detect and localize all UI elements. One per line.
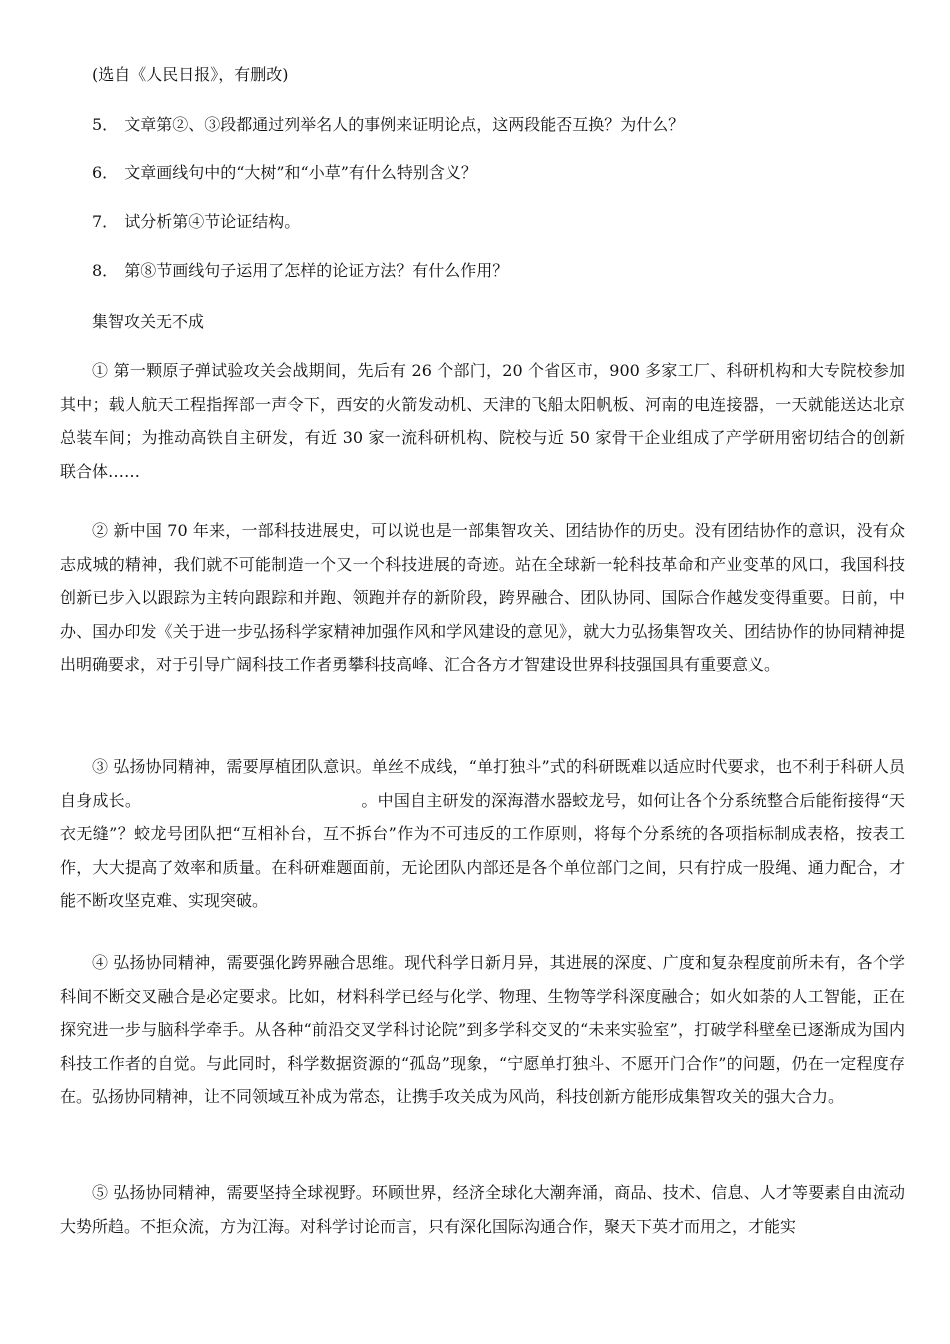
paragraph-2: ② 新中国 70 年来，一部科技进展史，可以说也是一部集智攻关、团结协作的历史。没有团结协作的意识，没有众志成城的精神，我们就不可能制造一个又一个科技进展的奇迹。站在全球新一轮科技革命和产业变革的风口，我国科技创新已步入以跟踪为主转向跟踪和并跑、领跑并存的新阶段，跨界融合、团队协同、国际合作越发变得重要。日前，中办、国办印发《关于进一步弘扬科学家精神加强作风和学风建设的意见》，就大力弘扬集智攻关、团结协作的协同精神提出明确要求，对于引导广阔科技工作者勇攀科技高峰、汇合各方才智建设世界科技强国具有重要意义。 xyxy=(60,521,905,674)
question-text: 试分析第④节论证结构。 xyxy=(124,212,301,231)
paragraph-1: ① 第一颗原子弹试验攻关会战期间，先后有 26 个部门，20 个省区市，900 多家工厂、科研机构和大专院校参加其中；载人航天工程指挥部一声令下，西安的火箭发动机、天津的飞船太阳帆板、河南的电连接器，一天就能送达北京总装车间；为推动高铁自主研发，有近 30 家一流科研机构、院校与近 50 家骨干企业组成了产学研用密切结合的创新联合体…… xyxy=(60,361,905,481)
question-5 xyxy=(92,114,684,136)
question-number: 7． xyxy=(92,212,119,231)
question-8 xyxy=(92,260,508,282)
paragraph-3 xyxy=(60,750,905,918)
paragraph-3-part-2: 。中国自主研发的深海潜水器蛟龙号，如何让各个分系统整合后能衔接得“天衣无缝”？蛟龙号团队把“互相补台，互不拆台”作为不可违反的工作原则，将每个分系统的各项指标制成表格，按表工作，大大提高了效率和质量。在科研难题面前，无论团队内部还是各个单位部门之间，只有拧成一股绳、通力配合，才能不断攻坚克难、实现突破。 xyxy=(60,790,905,910)
question-6 xyxy=(92,162,477,184)
source-note: (选自《人民日报》，有删改) xyxy=(92,65,289,84)
paragraph-3-part-1: ③ 弘扬协同精神，需要厚植团队意识。单丝不成线，“单打独斗”式的科研既难以适应时代要求，也不利于科研人员自身成长。 xyxy=(60,757,905,810)
paragraph-5: ⑤ 弘扬协同精神，需要坚持全球视野。环顾世界，经济全球化大潮奔涌，商品、技术、信息、人才等要素自由流动大势所趋。不拒众流，方为江海。对科学讨论而言，只有深化国际沟通合作，聚天下英才而用之，才能实 xyxy=(60,1183,905,1236)
article-title: 集智攻关无不成 xyxy=(92,312,205,331)
question-text: 文章画线句中的“大树”和“小草”有什么特别含义？ xyxy=(124,163,477,182)
question-number: 8． xyxy=(92,261,119,280)
question-text: 第⑧节画线句子运用了怎样的论证方法？有什么作用？ xyxy=(124,261,509,280)
question-7 xyxy=(92,211,300,233)
question-number: 6． xyxy=(92,163,119,182)
question-text: 文章第②、③段都通过列举名人的事例来证明论点，这两段能否互换？为什么？ xyxy=(124,115,685,134)
question-number: 5． xyxy=(92,115,119,134)
paragraph-4: ④ 弘扬协同精神，需要强化跨界融合思维。现代科学日新月异，其进展的深度、广度和复杂程度前所未有，各个学科间不断交叉融合是必定要求。比如，材料科学已经与化学、物理、生物等学科深度融合；如火如荼的人工智能，正在探究进一步与脑科学牵手。从各种“前沿交叉学科讨论院”到多学科交叉的“未来实验室”，打破学科壁垒已逐渐成为国内科技工作者的自觉。与此同时，科学数据资源的“孤岛”现象，“宁愿单打独斗、不愿开门合作”的问题，仍在一定程度存在。弘扬协同精神，让不同领域互补成为常态，让携手攻关成为风尚，科技创新方能形成集智攻关的强大合力。 xyxy=(60,953,905,1106)
